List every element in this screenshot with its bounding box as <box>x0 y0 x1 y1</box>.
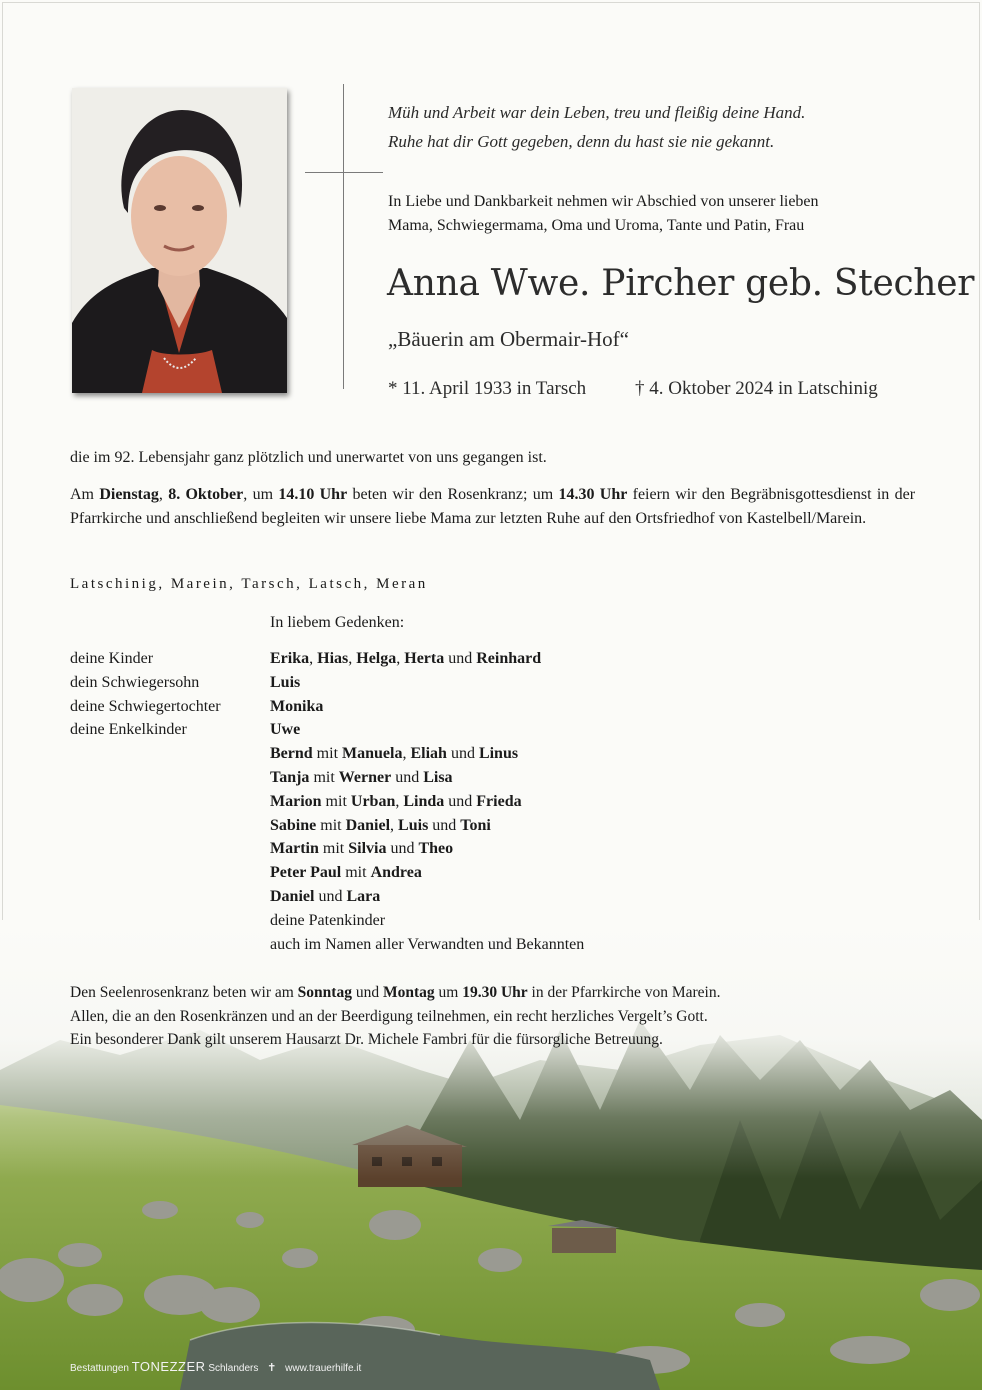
person-name: Urban <box>350 792 396 810</box>
connector-text: mit <box>312 745 343 763</box>
footer-town: Schlanders <box>208 1363 259 1374</box>
connector-text: und <box>444 650 477 667</box>
connector-text: Den Seelenrosenkranz beten wir am <box>70 984 298 1001</box>
person-name: Linda <box>403 792 445 810</box>
person-name: Theo <box>418 840 454 858</box>
connector-text: um <box>434 984 463 1001</box>
closing-text <box>70 981 930 1052</box>
motto-verse <box>388 98 948 156</box>
person-name: Helga <box>356 650 397 667</box>
person-name: Andrea <box>370 864 422 882</box>
footer-url: www.trauerhilfe.it <box>285 1363 362 1374</box>
connector-text: auch im Namen aller Verwandten und Bekannten <box>270 935 585 953</box>
person-name: Frieda <box>476 792 522 810</box>
connector-text: mit <box>316 816 346 834</box>
mourners-column <box>270 647 584 956</box>
funeral-text-a: Am <box>70 486 100 503</box>
connector-text: , <box>309 650 318 667</box>
mourner-line <box>270 861 584 885</box>
portrait-photo <box>72 88 287 393</box>
person-name: Hias <box>317 650 349 667</box>
in-memory-heading: In liebem Gedenken: <box>270 614 405 631</box>
connector-text: in der Pfarrkirche von Marein. <box>527 984 721 1001</box>
person-name: Toni <box>460 816 491 834</box>
relation-label: dein Schwiegersohn <box>70 673 200 691</box>
person-name: Lara <box>346 887 381 905</box>
person-name: Marion <box>270 792 322 810</box>
connector-text: , <box>402 745 411 763</box>
connector-text: mit <box>321 792 351 810</box>
connector-text: , <box>396 650 405 667</box>
person-name: Daniel <box>270 887 315 905</box>
footer-brand: TONEZZER <box>131 1359 206 1374</box>
relation-label: deine Enkelkinder <box>70 721 187 739</box>
connector-text: , <box>395 792 404 810</box>
motto-line-2: Ruhe hat dir Gott gegeben, denn du hast sie nie gekannt. <box>388 132 775 151</box>
mourner-line <box>270 671 584 695</box>
mourner-line <box>270 885 584 909</box>
mourner-line <box>270 742 584 766</box>
closing-line-2: Allen, die an den Rosenkränzen und an der Beerdigung teilnehmen, ein recht herzliches Vergelt’s Gott. <box>70 1007 708 1025</box>
person-name: Reinhard <box>476 650 542 667</box>
relations-column <box>70 647 221 742</box>
mourner-line <box>270 766 584 790</box>
person-name: Silvia <box>348 840 387 858</box>
connector-text: mit <box>318 840 349 858</box>
person-name: Daniel <box>345 816 391 834</box>
person-name: Bernd <box>270 745 313 763</box>
person-name: 19.30 Uhr <box>462 984 528 1001</box>
deceased-nickname: „Bäuerin am Obermair-Hof“ <box>388 327 629 351</box>
connector-text: und <box>446 745 479 763</box>
connector-text: mit <box>309 768 339 786</box>
person-name: Tanja <box>270 768 310 786</box>
person-name: Erika <box>270 650 310 667</box>
connector-text: und <box>444 792 477 810</box>
closing-line-1 <box>70 981 930 1005</box>
connector-text: und <box>351 984 383 1001</box>
person-name: Eliah <box>410 745 447 763</box>
funeral-text-e: , um <box>243 486 279 503</box>
funeral-text-g: beten wir den Rosenkranz; um <box>347 486 559 503</box>
closing-line-3: Ein besonderer Dank gilt unserem Hausarzt Dr. Michele Fambri für die fürsorgliche Betreuung. <box>70 1031 663 1048</box>
person-name: Sonntag <box>297 984 352 1001</box>
death-date: † 4. Oktober 2024 in Latschinig <box>635 378 878 399</box>
person-name: Werner <box>338 768 392 786</box>
funeral-details <box>70 483 915 531</box>
person-name: Herta <box>404 650 445 667</box>
person-name: Lisa <box>423 768 453 786</box>
person-name: Uwe <box>270 721 301 739</box>
footer-prefix: Bestattungen <box>70 1363 129 1374</box>
person-name: Manuela <box>342 745 403 763</box>
intro-text <box>388 190 948 238</box>
mass-time: 14.30 Uhr <box>558 486 628 503</box>
connector-text: und <box>428 816 461 834</box>
funeral-text-i: feiern wir den Begräbnisgottesdienst in der Pfarrkirche und anschließend begleiten wir unsere liebe Mama zur letzten Ruhe auf den Ortsfriedhof von Kastelbell/Marein. <box>70 486 916 527</box>
mourner-line <box>270 695 584 719</box>
footer-imprint <box>70 1359 361 1374</box>
mourner-line <box>270 814 584 838</box>
person-name: Monika <box>270 697 324 715</box>
connector-text: , <box>390 816 399 834</box>
mourner-line <box>270 790 584 814</box>
funeral-day: Dienstag <box>99 486 159 503</box>
person-name: Luis <box>270 673 301 691</box>
person-name: Linus <box>478 745 519 763</box>
deceased-name: Anna Wwe. Pircher geb. Stecher <box>387 263 975 304</box>
relation-label: deine Kinder <box>70 650 154 667</box>
person-name: Martin <box>270 840 319 858</box>
mourner-line <box>270 647 584 671</box>
birth-date: * 11. April 1933 in Tarsch <box>388 378 587 399</box>
person-name: Peter Paul <box>270 864 342 882</box>
connector-text: , <box>348 650 357 667</box>
motto-line-1: Müh und Arbeit war dein Leben, treu und fleißig deine Hand. <box>388 103 806 122</box>
funeral-text-c: , <box>158 486 169 503</box>
intro-line-2: Mama, Schwiegermama, Oma und Uroma, Tante und Patin, Frau <box>388 217 805 234</box>
person-name: Sabine <box>270 816 317 834</box>
mourner-line <box>270 837 584 861</box>
rosary-time: 14.10 Uhr <box>278 486 348 503</box>
person-name: Montag <box>382 984 435 1001</box>
connector-text: und <box>386 840 419 858</box>
mourner-line <box>270 909 584 933</box>
announcement-text: die im 92. Lebensjahr ganz plötzlich und unerwartet von uns gegangen ist. <box>70 449 547 466</box>
places-list: Latschinig, Marein, Tarsch, Latsch, Meran <box>70 576 428 592</box>
funeral-date: 8. Oktober <box>168 486 244 503</box>
connector-text: deine Patenkinder <box>270 911 386 929</box>
intro-line-1: In Liebe und Dankbarkeit nehmen wir Abschied von unserer lieben <box>388 193 819 210</box>
connector-text: und <box>314 887 347 905</box>
person-name: Luis <box>398 816 429 834</box>
mourner-line <box>270 933 584 957</box>
connector-text: und <box>391 768 424 786</box>
relation-label: deine Schwiegertochter <box>70 697 221 715</box>
mourner-line <box>270 718 584 742</box>
connector-text: mit <box>341 864 371 882</box>
cross-small-icon: ✝ <box>267 1362 277 1374</box>
